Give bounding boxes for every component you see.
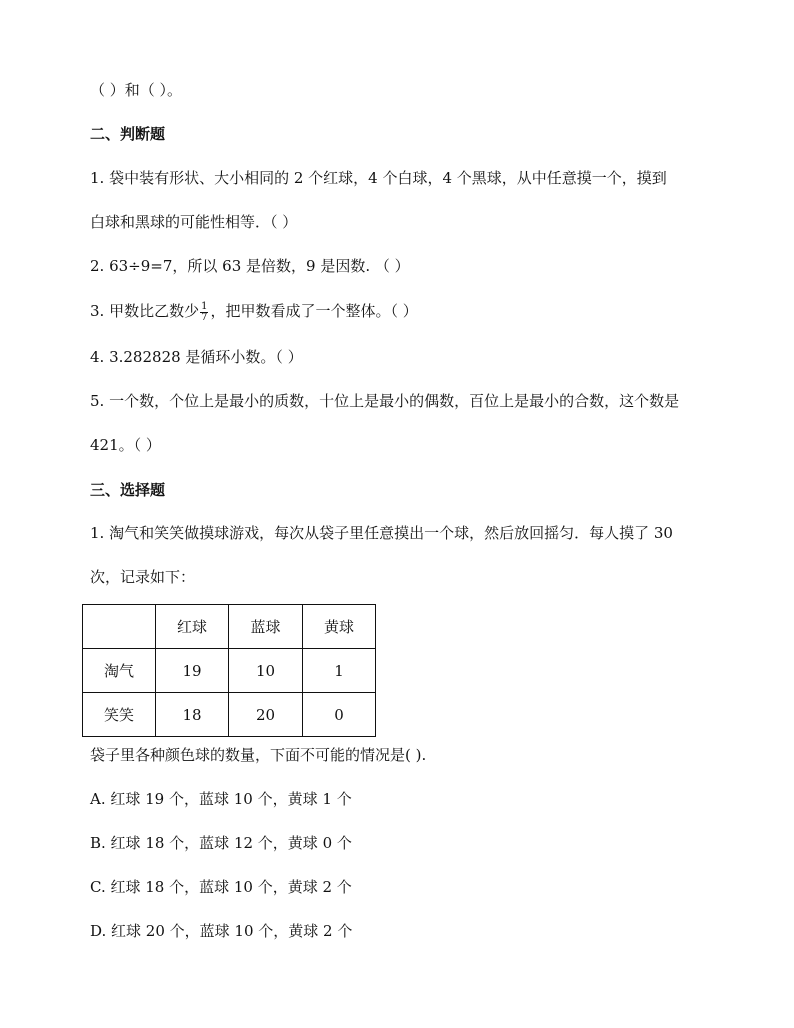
fraction-one-seventh: [200, 302, 208, 323]
table-cell: 0: [303, 693, 376, 737]
choice-q1-line1: 1. 淘气和笑笑做摸球游戏，每次从袋子里任意摸出一个球，然后放回摇匀．每人摸了 30: [90, 524, 673, 542]
judge-q3-after: ，把甲数看成了一个整体。（ ）: [210, 302, 418, 320]
option-c: C. 红球 18 个，蓝球 10 个，黄球 2 个: [90, 878, 352, 896]
option-d: D. 红球 20 个，蓝球 10 个，黄球 2 个: [90, 922, 353, 940]
choice-q1-line2: 次，记录如下：: [90, 568, 196, 586]
judge-q3: [90, 301, 418, 323]
judge-q1-line2: 白球和黑球的可能性相等．（ ）: [90, 213, 298, 231]
judge-q2: 2. 63÷9=7，所以 63 是倍数，9 是因数. （ ）: [90, 257, 410, 275]
table-header-cell: 蓝球: [229, 605, 303, 649]
table-header-cell: 红球: [156, 605, 229, 649]
intro-line: （ ）和（ ）。: [90, 81, 183, 99]
table-header-row: [83, 605, 376, 649]
table-cell: 淘气: [83, 649, 156, 693]
option-a: A. 红球 19 个，蓝球 10 个，黄球 1 个: [90, 790, 352, 808]
section2-heading: 二、判断题: [90, 125, 166, 143]
table-row: [83, 649, 376, 693]
section3-heading: 三、选择题: [90, 481, 166, 499]
table-header-cell: [83, 605, 156, 649]
judge-q5-line2: 421。（ ）: [90, 436, 161, 454]
table-cell: 10: [229, 649, 303, 693]
judge-q3-before: 3. 甲数比乙数少: [90, 302, 200, 320]
table-header-cell: 黄球: [303, 605, 376, 649]
table-cell: 1: [303, 649, 376, 693]
judge-q5-line1: 5. 一个数，个位上是最小的质数，十位上是最小的偶数，百位上是最小的合数，这个数是: [90, 392, 680, 410]
choice-question: 袋子里各种颜色球的数量，下面不可能的情况是( ).: [90, 746, 427, 764]
table-cell: 19: [156, 649, 229, 693]
table-cell: 笑笑: [83, 693, 156, 737]
fraction-denominator: 7: [201, 311, 208, 323]
table-cell: 18: [156, 693, 229, 737]
fraction-numerator: 1: [201, 300, 208, 312]
table-row: [83, 693, 376, 737]
judge-q4: 4. 3.282828 是循环小数。（ ）: [90, 348, 303, 366]
table-cell: 20: [229, 693, 303, 737]
option-b: B. 红球 18 个，蓝球 12 个，黄球 0 个: [90, 834, 352, 852]
judge-q1-line1: 1. 袋中装有形状、大小相同的 2 个红球，4 个白球，4 个黑球，从中任意摸一个，摸到: [90, 169, 667, 187]
record-table: [82, 604, 376, 737]
